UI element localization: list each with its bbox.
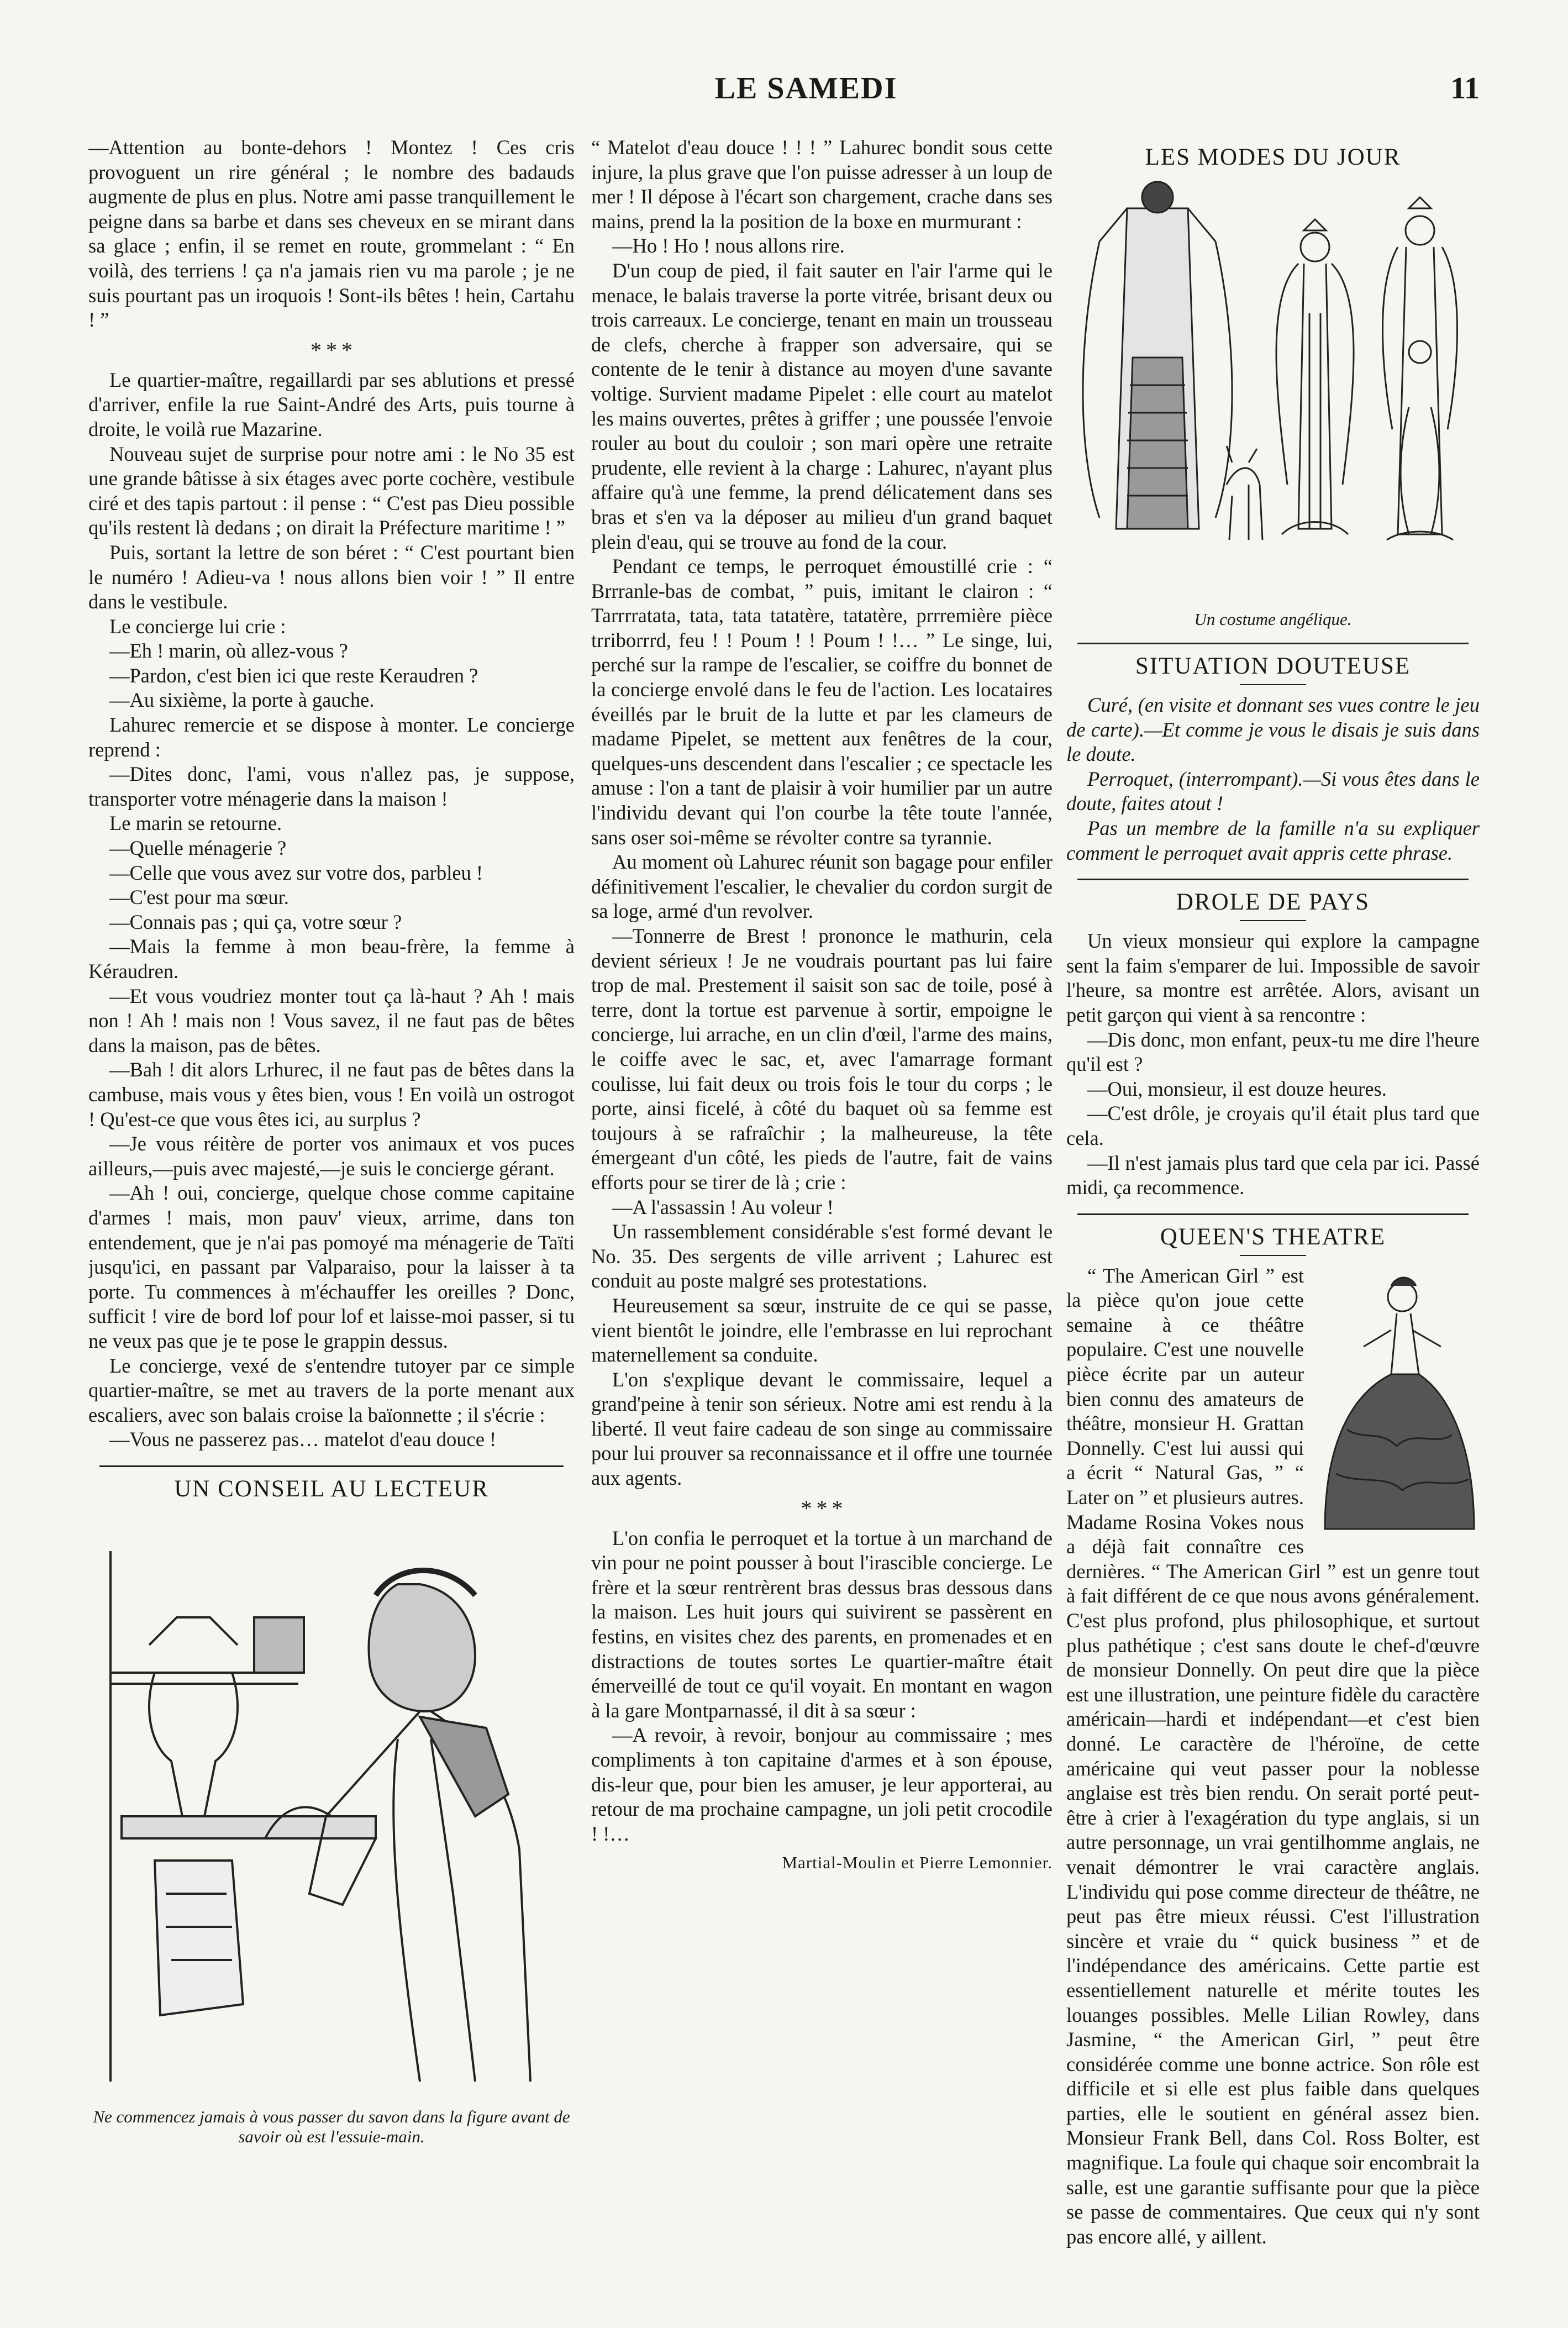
paragraph: Curé, (en visite et donnant ses vues contre le jeu de carte).—Et comme je vous le disais je suis dans le doute. — [1066, 693, 1480, 766]
column-1 — [88, 135, 575, 2180]
paragraph: —Il n'est jamais plus tard que cela par ici. Passé midi, ça recommence. — [1066, 1151, 1480, 1199]
section-stars: * * * — [801, 1495, 843, 1521]
illustration-angel-costumes — [1066, 175, 1480, 606]
title-underline — [1240, 1255, 1306, 1256]
paragraph: Le quartier-maître, regaillardi par ses ablutions et pressé d'arriver, enfile la rue Saint-André des Arts, puis tourne à droite, le voilà rue Mazarine. — [88, 368, 575, 440]
section-divider — [1077, 1213, 1469, 1215]
paragraph: —Oui, monsieur, il est douze heures. — [1087, 1077, 1387, 1100]
paragraph: Le concierge, vexé de s'entendre tutoyer par ce simple quartier-maître, se met au travers de la porte menant aux escaliers, avec son balais croise la baïonnette ; il s'écrie : — [88, 1354, 575, 1426]
paragraph: —Dites donc, l'ami, vous n'allez pas, je suppose, transporter votre ménagerie dans la maison ! — [88, 763, 575, 810]
section-title-conseil: UN CONSEIL AU LECTEUR — [174, 1475, 489, 1502]
paragraph: Lahurec remercie et se dispose à monter. Le concierge reprend : — [88, 713, 575, 761]
paragraph: —Quelle ménagerie ? — [109, 837, 287, 860]
paragraph: —Pardon, c'est bien ici que reste Keraudren ? — [109, 664, 478, 687]
paragraph: —Et vous voudriez monter tout ça là-haut ? Ah ! mais non ! Ah ! mais non ! Vous savez, il ne faut pas de bêtes dans la maison, pas de bêtes. — [88, 984, 575, 1057]
section-title-situation: SITUATION DOUTEUSE — [1135, 653, 1411, 679]
title-underline — [1240, 920, 1306, 921]
paragraph: —Ah ! oui, concierge, quelque chose comme capitaine d'armes ! mais, mon pauv' vieux, arrime, dans ton entendement, que je n'ai pas pomoyé ma ménagerie de Taïti jusqu'ici, en passant par Valparaiso, pour la laisser à ta porte. Tu commences à m'échauffer les oreilles ? Donc, sufficit ! vire de bord lof pour lof et laisse-moi passer, si tu ne veux pas que je te pose le grappin dessus. — [88, 1181, 575, 1352]
illustration-actress — [1314, 1264, 1480, 1551]
paragraph: —Dis donc, mon enfant, peux-tu me dire l'heure qu'il est ? — [1066, 1028, 1480, 1076]
paragraph: Pas un membre de la famille n'a su expliquer comment le perroquet avait appris cette phrase. — [1066, 816, 1480, 864]
section-divider — [99, 1465, 564, 1467]
paragraph: Nouveau sujet de surprise pour notre ami : le No 35 est une grande bâtisse à six étages avec porte cochère, vestibule ciré et des tapis partout : il pense : “ C'est pas Dieu possible qu'ils restent là dedans ; on dirait la Préfecture maritime ! ” — [88, 442, 575, 539]
paragraph: —Attention au bonte-dehors ! Montez ! Ces cris provoguent un rire général ; le nombre des badauds augmente de plus en plus. Notre ami passe tranquillement le peigne dans sa barbe et dans ses cheveux en se mirant dans sa glace ; enfin, il se remet en route, grommelant : “ En voilà, des terriens ! ça n'a jamais rien vu ma parole ; je ne suis pourtant pas un iroquois ! Sont-ils bêtes ! hein, Cartahu ! ” — [88, 136, 575, 332]
paragraph: Le marin se retourne. — [109, 812, 282, 835]
paragraph: —C'est pour ma sœur. — [109, 886, 289, 909]
page-header — [133, 71, 1480, 132]
paragraph: —A l'assassin ! Au voleur ! — [612, 1195, 834, 1218]
newspaper-title: LE SAMEDI — [714, 71, 898, 106]
modes-caption: Un costume angélique. — [1194, 609, 1352, 629]
section-divider — [1077, 879, 1469, 880]
paragraph: —Connais pas ; qui ça, votre sœur ? — [109, 910, 402, 933]
paragraph: D'un coup de pied, il fait sauter en l'air l'arme qui le menace, le balais traverse la porte vitrée, brisant deux ou trois carreaux. Le concierge, tenant en main un trousseau de clefs, cherche à frapper son adversaire, qui se contente de le tenir à distance au moyen d'une savante voltige. Survient madame Pipelet : elle court au matelot les mains ouvertes, prêtes à griffer ; une poussée l'envoie rouler au bout du couloir ; son mari opère une retraite prudente, elle revient à la charge : Lahurec, n'ayant plus affaire qu'à une femme, la prend délicatement dans ses bras et s'en va la déposer au milieu d'un grand baquet plein d'eau, qui se trouve au fond de la cour. — [591, 259, 1053, 553]
paragraph: Puis, sortant la lettre de son béret : “ C'est pourtant bien le numéro ! Adieu-va ! nous allons bien voir ! ” Il entre dans le vestibule. — [88, 540, 575, 613]
paragraph: L'on s'explique devant le commissaire, lequel a grand'peine à tenir son sérieux. Notre ami est rendu à la liberté. Il veut faire cadeau de son singe au commissaire pour lui prouver sa reconnaissance et il offre une tournée aux agents. — [591, 1368, 1053, 1490]
paragraph: —Au sixième, la porte à gauche. — [109, 689, 375, 712]
paragraph: Un vieux monsieur qui explore la campagne sent la faim s'emparer de lui. Impossible de savoir l'heure, sa montre est arrêtée. Alors, avisant un petit garçon qui vient à sa rencontre : — [1066, 929, 1480, 1026]
paragraph: —Vous ne passerez pas… matelot d'eau douce ! — [109, 1428, 497, 1451]
paragraph: Pendant ce temps, le perroquet émoustillé crie : “ Brrranle-bas de combat, ” puis, imitant le clairon : “ Tarrrratata, tata, tata tatatère, tatatère, prrremière pièce trriborrrd, feu ! ! Poum ! ! Poum ! !… ” Le singe, lui, perché sur la rampe de l'escalier, se coiffre du bonnet de la concierge envolé dans le feu de l'action. Les locataires éveillés par le bruit de la lutte et par les clameurs de madame Pipelet, se mettent aux fenêtres de la cour, quelques-uns descendent dans l'escalier ; ce spectacle les amuse : l'on a tant de plaisir à voir humilier par un autre l'individu devant qui l'on courbe la tête toute l'année, sans oser soi-même se révolter contre sa tyrannie. — [591, 555, 1053, 849]
paragraph: L'on confia le perroquet et la tortue à un marchand de vin pour ne point pousser à bout l'irascible concierge. Le frère et la sœur rentrèrent bras dessus bras dessous dans la maison. Les huit jours qui suivirent se passèrent en festins, en visites chez des parents, en promenades et en distractions de toutes sortes Le quartier-maître était émerveillé de tout ce qu'il voyait. En montant en wagon à la gare Montparnassé, il dit à sa sœur : — [591, 1526, 1053, 1722]
paragraph: —Eh ! marin, où allez-vous ? — [109, 639, 348, 663]
column-3 — [1066, 135, 1480, 2313]
section-stars: * * * — [310, 337, 352, 362]
paragraph: —A revoir, à revoir, bonjour au commissaire ; mes compliments à ton capitaine d'armes et à son épouse, dis-leur que, pour bien les amuser, je leur apporterai, au retour de ma prochaine campagne, un joli petit crocodile ! !… — [591, 1723, 1053, 1845]
section-divider — [1077, 643, 1469, 644]
paragraph: —Tonnerre de Brest ! prononce le mathurin, cela devient sérieux ! Je ne voudrais pourtant pas lui faire trop de mal. Prestement il saisit son sac de toile, posé à terre, dont la tortue est parvenue à sortir, empoigne le concierge, lui arrache, en un clin d'œil, l'arme des mains, le coiffe avec le sac, et, avec l'amarrage formant coulisse, lui fait deux ou trois fois le tour du corps ; le porte, ainsi ficelé, à côté du baquet où sa femme est toujours à se rafraîchir ; la malheureuse, la tête émergeant d'un côté, les pieds de l'autre, fait de vains efforts pour se tirer de là ; crie : — [591, 924, 1053, 1194]
illustration-caption: Ne commencez jamais à vous passer du savon dans la figure avant de savoir où est l'essuie-main. — [93, 2106, 570, 2146]
paragraph: —Ho ! Ho ! nous allons rire. — [612, 234, 845, 258]
section-title-drole: DROLE DE PAYS — [1176, 889, 1370, 916]
column-2 — [591, 135, 1053, 2313]
title-underline — [1240, 684, 1306, 685]
paragraph: —C'est drôle, je croyais qu'il était plus tard que cela. — [1066, 1102, 1480, 1149]
paragraph: “ The American Girl ” est la pièce qu'on joue cette semaine à ce théâtre populaire. C'est une nouvelle pièce écrite par un auteur bien connu des amateurs de théâtre, monsieur H. Grattan Donnelly. C'est lui aussi qui a écrit “ Natural Gas, ” “ Later on ” et plusieurs autres. Madame Rosina Vokes nous a déjà fait connaître ces dernières. “ The American Girl ” est un genre tout à fait différent de ce que nous avons généralement. C'est plus profond, plus philosophique, et surtout plus pathétique ; c'est sans doute le chef-d'œuvre de monsieur Donnelly. On peut dire que la pièce est une illustration, une peinture fidèle du caractère américain—hardi et indépendant—et c'est bien donné. Le caractère de l'héroïne, de cette américaine qui veut passer pour la noblesse anglaise est très bien rendu. On serait porté peut-être à crier à l'exagération du type anglais, si un autre personnage, un vrai gentilhomme anglais, ne venait démontrer le vrai caractère anglais. L'individu qui pose comme directeur de théâtre, ne peut pas être mieux réussi. C'est l'illustration sincère et vraie du “ quick business ” et de l'indépendance des américains. Cette partie est essentiellement naturelle et mérite toutes les louanges possibles. Melle Lilian Rowley, dans Jasmine, “ the American Girl, ” peut être considérée comme une bonne actrice. Son rôle est difficile et si elle est plus faible dans quelques parties, elle le soutient en général assez bien. Monsieur Frank Bell, dans Col. Ross Bolter, est magnifique. La foule qui chaque soir encombrait la salle, est une garantie suffisante pour que la pièce se passe de commentaires. Que ceux qui n'y sont pas encore allé, y aillent. — [1066, 1264, 1480, 2248]
illustration-man-soap — [88, 1507, 575, 2104]
author-signature: Martial-Moulin et Pierre Lemonnier. — [782, 1853, 1053, 1873]
section-title-queens: QUEEN'S THEATRE — [1160, 1223, 1386, 1250]
paragraph: Au moment où Lahurec réunit son bagage pour enfiler définitivement l'escalier, le chevalier du cordon surgit de sa loge, armé d'un revolver. — [591, 850, 1053, 923]
page-number: 11 — [1450, 71, 1480, 106]
paragraph: —Bah ! dit alors Lrhurec, il ne faut pas de bêtes dans la cambuse, mais vous y êtes bien, vous ! En voilà un ostrogot ! Qu'est-ce que vous êtes ici, au surplus ? — [88, 1058, 575, 1131]
paragraph: “ Matelot d'eau douce ! ! ! ” Lahurec bondit sous cette injure, la plus grave que l'on puisse adresser à un loup de mer ! Il dépose à l'écart son chargement, crache dans ses mains, prend la la position de la boxe en murmurant : — [591, 136, 1053, 233]
paragraph: Un rassemblement considérable s'est formé devant le No. 35. Des sergents de ville arrivent ; Lahurec est conduit au poste malgré ses protestations. — [591, 1220, 1053, 1292]
paragraph: Perroquet, (interrompant).—Si vous êtes dans le doute, faites atout ! — [1066, 767, 1480, 815]
paragraph: Le concierge lui crie : — [109, 614, 286, 638]
paragraph: —Celle que vous avez sur votre dos, parbleu ! — [109, 861, 483, 884]
paragraph: —Mais la femme à mon beau-frère, la femme à Kéraudren. — [88, 935, 575, 982]
paragraph: —Je vous réitère de porter vos animaux et vos puces ailleurs,—puis avec majesté,—je suis le concierge gérant. — [88, 1132, 575, 1180]
section-title-modes: LES MODES DU JOUR — [1145, 144, 1401, 170]
paragraph: Heureusement sa sœur, instruite de ce qui se passe, vient bientôt le joindre, elle l'embrasse en lui reprochant maternellement sa conduite. — [591, 1294, 1053, 1367]
